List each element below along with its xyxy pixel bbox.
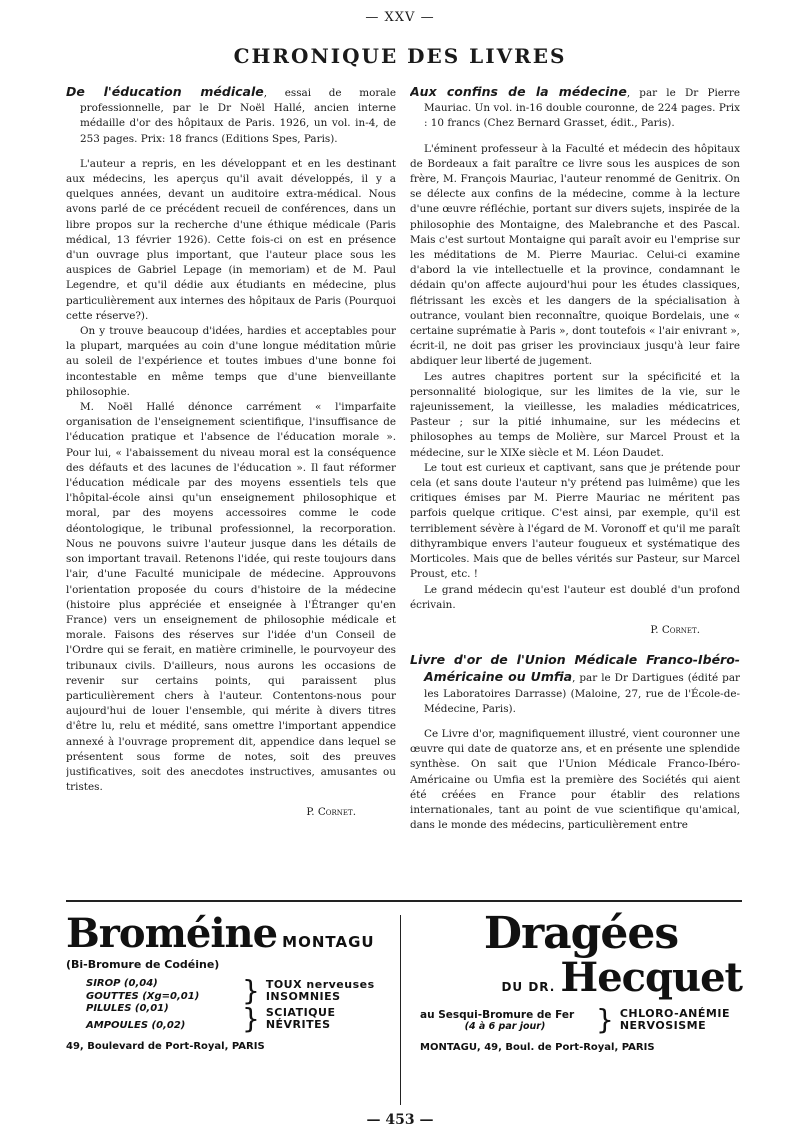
ad-brand: Broméine — [66, 910, 278, 957]
brace-glyph: } — [596, 1003, 614, 1036]
ad-product: au Sesqui-Bromure de Fer — [420, 1008, 575, 1021]
page-title: CHRONIQUE DES LIVRES — [233, 44, 567, 68]
brace-glyph: } — [242, 1002, 260, 1035]
ad-address: MONTAGU, 49, Boul. de Port-Royal, PARIS — [420, 1042, 655, 1053]
ad-dosage: PILULES (0,01) — [86, 1003, 169, 1014]
ad-dosage-block — [66, 974, 396, 1035]
ad-dose: (4 à 6 par jour) — [464, 1020, 546, 1032]
ad-maker: MONTAGU — [282, 933, 375, 951]
review-header — [410, 84, 740, 132]
review-paragraph: Les autres chapitres portent sur la spécificité et la personnalité biologique, sur les limites de la vie, sur le rajeunissement, la vieillesse, les maladies médicatrices, Pasteur ; sur la pitié inhumaine, sur les médecins et philosophes au temps de Molière, sur Marcel Proust et la médecine, sur le XIXe siècle et M. Léon Daudet. — [410, 370, 740, 459]
ad-indication: TOUX nerveuses — [265, 977, 375, 991]
ad-indication: INSOMNIES — [265, 990, 341, 1003]
review-title: Livre d'or de l'Union Médicale Franco-Ibéro-Américaine ou Umfia — [410, 652, 740, 685]
ad-address: 49, Boulevard de Port-Royal, PARIS — [66, 1041, 265, 1052]
ad-dosage: GOUTTES (Xg=0,01) — [86, 990, 200, 1002]
ad-indications — [266, 979, 375, 1004]
ad-indications — [266, 1007, 336, 1032]
review-meta: , par le Dr Dartigues (édité par les Laboratoires Darrasse) (Maloine, 27, rue de l'École-de-Médecine, Paris). — [424, 672, 740, 715]
review-signature: P. Cornet. — [650, 623, 700, 636]
brace-glyph: } — [242, 974, 260, 1007]
ad-of: DU DR. — [501, 980, 556, 994]
ad-subtitle: (Bi-Bromure de Codéine) — [66, 958, 220, 971]
ad-dragees-hecquet — [420, 908, 742, 1107]
ads-separator — [66, 900, 742, 902]
ad-indication: SCIATIQUE — [265, 1005, 336, 1019]
review-paragraph: L'éminent professeur à la Faculté et médecin des hôpitaux de Bordeaux a fait paraître ce livre sous les auspices de son frère, M. François Mauriac, l'auteur renommé de Genitrix. On se délecte aux confins de la médecine, comme à la lecture d'une œuvre réfléchie, portant sur divers sujets, inspirée de la philosophie des Montaigne, des Malebranche et des Pascal. Mais c'est surtout Montaigne qui paraît avoir eu l'emprise sur les méditations de M. Pierre Mauriac. Celui-ci examine d'abord la vie intellectuelle et la province, condamnant le dédain qu'on affecte aujourd'hui pour les études classiques, flétrissant les excès et les dangers de la spécialisation à outrance, voulant bien reconnaître, quoique Bordelais, une « certaine suprématie à Paris », dont toutefois « l'air enivrant », écrit-il, ne doit pas griser les provinciaux jusqu'à leur faire abdiquer leur liberté de jugement. — [410, 142, 740, 368]
ad-dosage: SIROP (0,04) — [86, 978, 158, 989]
running-header: — XXV — — [365, 10, 435, 25]
ad-indication: NÉVRITES — [265, 1018, 331, 1031]
review-paragraph: Ce Livre d'or, magnifiquement illustré, vient couronner une œuvre qui date de quatorze ans, et en présente une splendide synthèse. On sait que l'Union Médicale Franco-Ibéro-Américaine ou Umfia est la première des Sociétés qui aient été créées en France pour établir des relations internationales, tant au point de vue scientifique qu'amical, dans le monde des médecins, particulièrement entre — [410, 727, 740, 832]
ad-dosage: AMPOULES (0,02) — [86, 1019, 186, 1031]
page-number: — 453 — — [366, 1112, 434, 1128]
review-signature: P. Cornet. — [306, 806, 356, 819]
ad-indications-wrap — [236, 974, 375, 1035]
ad-indication: NERVOSISME — [619, 1019, 707, 1032]
ad-product-block — [420, 1009, 590, 1032]
review-paragraph: Le grand médecin qu'est l'auteur est doublé d'un profond écrivain. — [410, 583, 740, 611]
review-meta: , par le Dr Pierre Mauriac. Un vol. in-16 double couronne, de 224 pages. Prix : 10 francs (Chez Bernard Grasset, édit., Paris). — [424, 87, 740, 130]
ad-indications — [620, 1008, 730, 1033]
review-paragraph: L'auteur a repris, en les développant et en les destinant aux médecins, les aperçus qu'il avait développés, il y a quelques années, devant un auditoire extra-médical. Nous avons parlé de ce précédent recueil de conférences, dans un libre propos sur la recherche d'une éthique médicale (Paris médical, 13 février 1926). Cette fois-ci on est en présence d'un ouvrage plus important, que l'auteur place sous les auspices de Gabriel Lepage (in memoriam) et de M. Paul Legendre, et qu'il dédie aux étudiants en médecine, plus particulièrement aux internes des hôpitaux de Paris (Pourquoi cette réserve?). — [66, 157, 396, 322]
review-header — [66, 84, 396, 147]
right-column — [410, 84, 740, 874]
ad-dosage-list — [66, 978, 236, 1032]
review-header — [410, 652, 740, 717]
review-title: De l'éducation médicale — [66, 84, 264, 99]
review-paragraph: On y trouve beaucoup d'idées, hardies et acceptables pour la plupart, marquées au coin d'une longue méditation mûrie au soleil de l'expérience et toutes imbues d'une bonne foi incontestable en même temps que d'une bienveillante philosophie. — [66, 325, 396, 398]
ad-bromeine — [66, 912, 396, 1107]
ad-indication: CHLORO-ANÉMIE — [619, 1006, 730, 1020]
review-paragraph: Le tout est curieux et captivant, sans que je prétende pour cela (et sans doute l'auteur n'y prétend pas luimême) que les critiques émises par M. Pierre Mauriac ne méritent pas parfois quelque critique. C'est ainsi, par exemple, qu'il est terriblement sévère à l'égard de M. Voronoff et qu'il me paraît dithyrambique envers l'auteur fougueux et systématique des Morticoles. Mais que de belles vérités sur Pasteur, sur Marcel Proust, etc. ! — [410, 461, 740, 581]
left-column — [66, 84, 396, 874]
ad-brand: Dragées — [483, 908, 679, 959]
review-meta: , essai de morale professionnelle, par le Dr Noël Hallé, ancien interne médaille d'or des hôpitaux de Paris. 1926, un vol. in-4, de 253 pages. Prix: 18 francs (Editions Spes, Paris). — [80, 87, 396, 145]
review-title: Aux confins de la médecine — [410, 84, 627, 99]
ad-brand: Hecquet — [560, 954, 742, 1001]
review-paragraph: M. Noël Hallé dénonce carrément « l'imparfaite organisation de l'enseignement scientifique, l'insuffisance de l'éducation pratique et l'absence de l'éducation morale ». Pour lui, « l'abaissement du niveau moral est la conséquence des défauts et des lacunes de l'éducation ». Il faut réformer l'éducation médicale par des moyens essentiels tels que l'hôpital-école ainsi qu'un enseignement philosophique et moral, par des moyens accessoires comme le code déontologique, le tribunal professionnel, la recorporation. Nous ne pouvons suivre l'auteur jusque dans les détails de son important travail. Retenons l'idée, qui reste toujours dans l'air, d'une Faculté municipale de médecine. Approuvons l'orientation proposée du cours d'histoire de la médecine (histoire plus appréciée et enseignée à l'Étranger qu'en France) vers un enseignement de philosophie médicale et morale. Faisons des réserves sur l'idée d'un Conseil de l'Ordre qui se ferait, en matière criminelle, le pourvoyeur des tribunaux civils. D'ailleurs, nous aurons les occasions de revenir sur certains points, qui paraissent plus particulièrement chers à l'auteur. Contentons-nous pour aujourd'hui de louer l'ensemble, qui mérite à divers titres d'être lu, relu et médité, sans omettre l'important appendice annexé à l'ouvrage proprement dit, appendice dans lequel se présentent sous forme de notes, soit des preuves justificatives, soit des anecdotes instructives, amusantes ou tristes. — [66, 401, 396, 794]
ads-divider — [400, 915, 401, 1105]
